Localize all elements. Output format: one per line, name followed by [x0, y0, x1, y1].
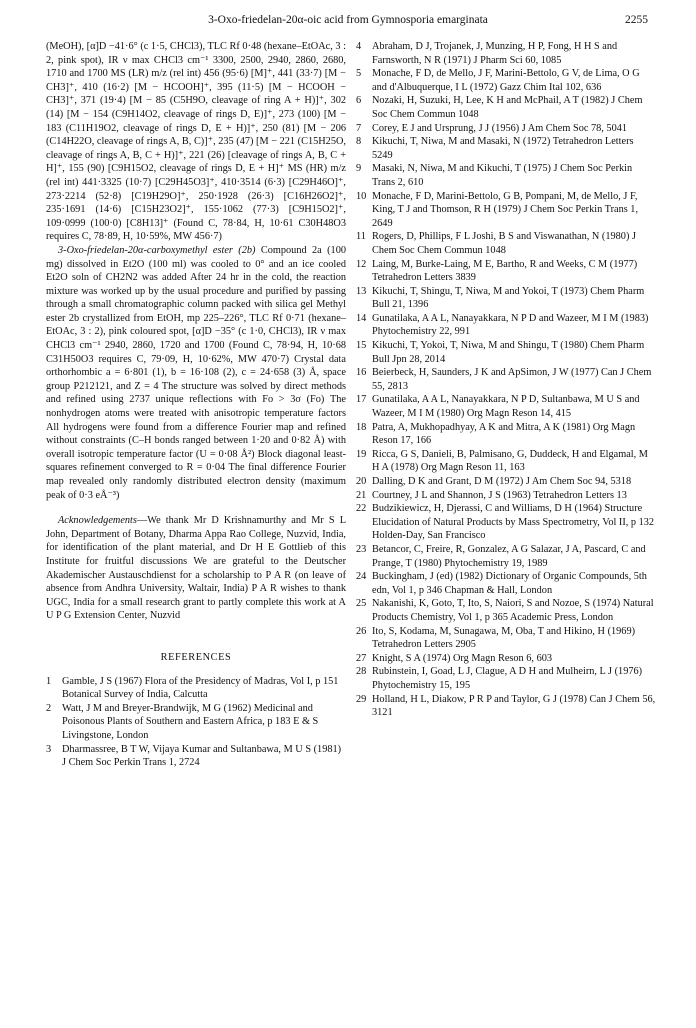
reference-text: Knight, S A (1974) Org Magn Reson 6, 603: [372, 652, 553, 664]
reference-number: 2: [46, 702, 52, 714]
running-header-title: 3-Oxo-friedelan-20α-oic acid from Gymnosporia emarginata: [208, 14, 488, 26]
reference-number: 9: [356, 163, 362, 175]
reference-number: 18: [356, 421, 367, 433]
reference-item: [356, 665, 656, 692]
reference-number: 10: [356, 190, 367, 202]
reference-text: Betancor, C, Freire, R, Gonzalez, A G Salazar, J A, Pascard, C and Prange, T (1980) Phytochemistry 19, 1989: [372, 543, 646, 569]
reference-item: [356, 258, 656, 285]
acknowledgements-label: Acknowledgements: [58, 515, 137, 527]
reference-item: [356, 230, 656, 257]
reference-number: 28: [356, 666, 367, 678]
reference-number: 5: [356, 68, 362, 80]
reference-text: Holland, H L, Diakow, P R P and Taylor, G J (1978) Can J Chem 56, 3121: [372, 693, 656, 719]
reference-text: Kikuchi, T, Yokoi, T, Niwa, M and Shingu, T (1980) Chem Pharm Bull Jpn 28, 2014: [372, 340, 645, 365]
reference-text: Monache, F D, Marini-Bettolo, G B, Pompani, M, de Mello, J F, King, T J and Thomson, R H (1979) J Chem Soc Perkin Trans 1, 2649: [372, 190, 639, 229]
reference-number: 24: [356, 571, 367, 583]
reference-number: 14: [356, 312, 367, 324]
reference-text: Monache, F D, de Mello, J F, Marini-Bettolo, G V, de Lima, O G and d'Albuquerque, I L (1972) Gazz Chim Ital 102, 636: [372, 68, 640, 93]
reference-text: Watt, J M and Breyer-Brandwijk, M G (1962) Medicinal and Poisonous Plants of Southern and Eastern Africa, p 183 E & S Livingstone, London: [62, 702, 319, 741]
reference-text: Buckingham, J (ed) (1982) Dictionary of Organic Compounds, 5th edn, Vol 1, p 346 Chapman & Hall, London: [372, 571, 647, 596]
reference-number: 22: [356, 503, 367, 515]
references-heading: REFERENCES: [160, 651, 232, 663]
references-list-left: [46, 675, 346, 770]
reference-item: [356, 285, 656, 312]
reference-number: 23: [356, 543, 367, 555]
reference-text: Laing, M, Burke-Laing, M E, Bartho, R and Weeks, C M (1977) Tetrahedron Letters 3839: [372, 258, 638, 284]
reference-number: 4: [356, 41, 362, 52]
reference-text: Abraham, D J, Trojanek, J, Munzing, H P, Fong, H H S and Farnsworth, N R (1971) J Pharm Sci 60, 1085: [372, 41, 618, 66]
reference-number: 26: [356, 625, 367, 637]
reference-text: Gunatilaka, A A L, Nanayakkara, N P D, Sultanbawa, M U S and Wazeer, M I M (1980) Org Magn Reson 14, 415: [372, 394, 640, 420]
reference-text: Nakanishi, K, Goto, T, Ito, S, Naiori, S and Nozoe, S (1974) Natural Products Chemistry, Vol 1, p 365 Academic Press, London: [372, 598, 654, 623]
reference-number: 13: [356, 285, 367, 297]
reference-item: [356, 448, 656, 475]
methyl-ester-title: 3-Oxo-friedelan-20α-carboxymethyl ester (2b): [58, 244, 256, 256]
reference-number: 17: [356, 394, 367, 406]
acknowledgements-paragraph: [46, 514, 346, 623]
reference-item: [356, 693, 656, 720]
reference-text: Dharmassree, B T W, Vijaya Kumar and Sultanbawa, M U S (1981) J Chem Soc Perkin Trans 1, 2724: [62, 743, 342, 769]
reference-item: [356, 94, 656, 121]
reference-text: Patra, A, Mukhopadhyay, A K and Mitra, A K (1981) Org Magn Reson 17, 166: [372, 421, 636, 447]
reference-text: Rogers, D, Phillips, F L Joshi, B S and Viswanathan, N (1980) J Chem Soc Chem Commun 1048: [372, 231, 636, 256]
page-number: 2255: [625, 14, 648, 26]
reference-text: Ricca, G S, Danieli, B, Palmisano, G, Duddeck, H and Elgamal, M H A (1978) Org Magn Reson 11, 163: [372, 448, 648, 474]
reference-number: 11: [356, 231, 366, 243]
reference-text: Masaki, N, Niwa, M and Kikuchi, T (1975) J Chem Soc Perkin Trans 2, 610: [372, 163, 633, 188]
reference-text: Rubinstein, I, Goad, L J, Clague, A D H and Mulheirn, L J (1976) Phytochemistry 15, 195: [372, 666, 643, 691]
reference-item: [356, 40, 656, 67]
right-column: [356, 40, 656, 720]
reference-item: [356, 421, 656, 448]
reference-item: [46, 675, 346, 702]
reference-item: [356, 570, 656, 597]
reference-item: [356, 597, 656, 624]
reference-text: Gamble, J S (1967) Flora of the Presidency of Madras, Vol I, p 151 Botanical Survey of India, Calcutta: [62, 675, 339, 701]
reference-number: 20: [356, 476, 367, 487]
reference-text: Gunatilaka, A A L, Nanayakkara, N P D and Wazeer, M I M (1983) Phytochemistry 22, 991: [372, 312, 649, 338]
reference-text: Courtney, J L and Shannon, J S (1963) Tetrahedron Letters 13: [372, 489, 627, 501]
reference-number: 25: [356, 598, 367, 610]
reference-item: [356, 393, 656, 420]
reference-text: Budzikiewicz, H, Djerassi, C and Williams, D H (1964) Structure Elucidation of Natural Products by Mass Spectrometry, Vol II, p 132 Holden-Day, San Francisco: [372, 503, 655, 542]
reference-item: [356, 543, 656, 570]
reference-item: [356, 312, 656, 339]
reference-item: [356, 489, 656, 503]
reference-text: Dalling, D K and Grant, D M (1972) J Am Chem Soc 94, 5318: [372, 476, 632, 487]
reference-text: Kikuchi, T, Shingu, T, Niwa, M and Yokoi, T (1973) Chem Pharm Bull 21, 1396: [372, 285, 645, 311]
reference-text: Kikuchi, T, Niwa, M and Masaki, N (1972) Tetrahedron Letters 5249: [372, 136, 634, 161]
reference-number: 16: [356, 367, 367, 379]
reference-text: Nozaki, H, Suzuki, H, Lee, K H and McPhail, A T (1982) J Chem Soc Chem Commun 1048: [372, 95, 643, 120]
reference-item: [46, 743, 346, 770]
reference-number: 7: [356, 122, 362, 134]
reference-number: 12: [356, 258, 367, 270]
reference-number: 19: [356, 448, 367, 460]
reference-number: 29: [356, 693, 367, 705]
reference-item: [356, 475, 656, 489]
reference-text: Corey, E J and Ursprung, J J (1956) J Am Chem Soc 78, 5041: [372, 122, 628, 134]
reference-item: [356, 162, 656, 189]
references-list-right: [356, 40, 656, 720]
reference-item: [356, 502, 656, 543]
reference-item: [356, 190, 656, 231]
reference-text: Ito, S, Kodama, M, Sunagawa, M, Oba, T and Hikino, H (1969) Tetrahedron Letters 2905: [372, 625, 636, 651]
methyl-ester-text: Compound 2a (100 mg) dissolved in Et2O (100 ml) was cooled to 0° and an ice cooled Et2O soln of CH2N2 was added After 24 hr in the cold, the reaction mixture was worked up by the usual procedure and purified by passing through a small chromatographic column packed with silica gel Methyl ester 2b crystallized from EtOH, mp 225–226°, TLC Rf 0·71 (hexane–EtOAc, 3 : 2), pink coloured spot, [α]D −35° (c 1·0, CHCl3), IR ν max CHCl3 cm⁻¹ 2940, 2860, 1720 and 1700 (Found C, 78·94, H, 10·68 C31H50O3 requires C, 79·09, H, 10·62%, MW 470·7) Crystal data orthorhombic a = 6·801 (1), b = 16·108 (2), c = 24·658 (3) Å, space group P212121, and Z = 4 The structure was solved by direct methods and refined using 2737 unique reflections with Fo > 3σ (Fo) The nonhydrogen atoms were treated with anisotropic temperature factors All hydrogens were found from a difference Fourier map and refined without constraints (C–H bonds ranged between 1·20 and 0·82 Å) with overall isotropic temperature factor (U = 0·08 Å²) Block diagonal least-squares refinement converged to R = 0·04 The final difference Fourier map revealed only randomly distributed electron density (maximum peak of 0·3 eÅ⁻³): [46, 244, 346, 501]
reference-item: [356, 625, 656, 652]
reference-number: 27: [356, 652, 367, 664]
reference-number: 8: [356, 136, 362, 148]
reference-number: 6: [356, 95, 362, 107]
section-gap: [46, 502, 346, 514]
left-column: [46, 40, 346, 770]
reference-number: 21: [356, 489, 367, 501]
reference-item: [356, 652, 656, 666]
reference-item: [356, 339, 656, 366]
reference-number: 3: [46, 743, 52, 755]
reference-item: [356, 122, 656, 136]
spectral-data-paragraph: (MeOH), [α]D −41·6° (c 1·5, CHCl3), TLC Rf 0·48 (hexane–EtOAc, 3 : 2, pink spot), IR ν max CHCl3 cm⁻¹ 3300, 2500, 2940, 2860, 2680, 1710 and 1700 MS (LR) m/z (rel int) 456 (95·6) [M]⁺, 441 (33·7) [M − CH3]⁺, 410 (16·2) [M − HCOOH]⁺, 395 (11·5) [M − HCOOH − CH3]⁺, 371 (19·4) [M − 85 (C5H9O, cleavage of ring A + H)]⁺, 302 (14) [M − 154 (C9H14O2, cleavage of rings D, E)]⁺, 273 (100) [M − 183 (C11H19O2, cleavage of rings D, E + H)]⁺, 250 (81) [M − 206 (C14H22O, cleavage of rings A, B, C)]⁺, 235 (47) [M − 221 (C15H25O, cleavage of rings A, B, C + H)]⁺, 221 (26) [cleavage of rings A, B, C + H]⁺, 155 (90) [C9H15O2, cleavage of rings D, E + H]⁺ MS (HR) m/z (rel int) 441·3325 (10·7) [C29H45O3]⁺, 410·3514 (6·3) [C29H46O]⁺, 273·2214 (52·8) [C19H29O]⁺, 250·1928 (26·3) [C16H26O2]⁺, 235·1691 (14·6) [C15H23O2]⁺, 155·1062 (77·3) [C9H15O2]⁺, 109·0999 (100·0) [C8H13]⁺ (Found C, 78·84, H, 10·61 C30H48O3 requires C, 78·89, H, 10·59%, MW 456·7): [46, 41, 346, 243]
reference-item: [356, 67, 656, 94]
methyl-ester-paragraph: [46, 244, 346, 502]
reference-number: 1: [46, 675, 52, 687]
reference-number: 15: [356, 340, 367, 352]
reference-item: [356, 366, 656, 393]
reference-text: Beierbeck, H, Saunders, J K and ApSimon, J W (1977) Can J Chem 55, 2813: [372, 367, 652, 392]
reference-item: [46, 702, 346, 743]
reference-item: [356, 135, 656, 162]
acknowledgements-text: —We thank Mr D Krishnamurthy and Mr S L John, Department of Botany, Dharma Appa Rao College, Nuzvid, India, for identification of the plant material, and Dr H E Gottlieb of this Institute for fruitful discussions We are grateful to the Deutscher Akademischer Austauschdienst for a scholarship to P A R (on leave of absence from Andhra University, Waltair, India) P A R wishes to thank UGC, India for a small research grant to partly complete this work at A U P G Extension Center, Nuzvid: [46, 515, 346, 622]
